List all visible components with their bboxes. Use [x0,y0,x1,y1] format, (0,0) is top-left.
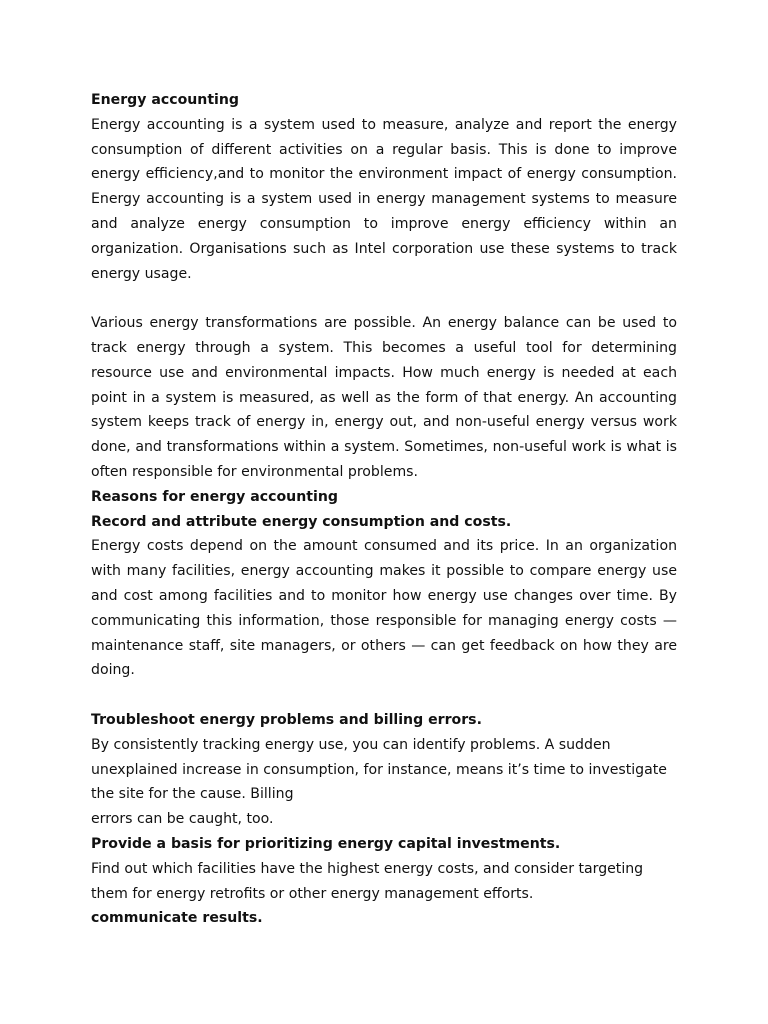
blank-line [91,683,677,708]
paragraph-troubleshoot-line1: By consistently tracking energy use, you can identify problems. A sudden unexplained increase in consumption, for instance, means it’s time to investigate the site for the cause. Billing [91,736,667,803]
heading-troubleshoot: Troubleshoot energy problems and billing errors. [91,711,482,728]
paragraph-prioritize-investments: Find out which facilities have the highest energy costs, and consider targeting them for energy retrofits or other energy management efforts. [91,860,644,902]
blank-line [91,286,677,311]
paragraph-troubleshoot-line2: errors can be caught, too. [91,811,274,828]
subheading-record-and-attribute: Record and attribute energy consumption and costs. [91,513,512,530]
heading-reasons-for-energy-accounting: Reasons for energy accounting [91,488,338,505]
paragraph-energy-costs: Energy costs depend on the amount consumed and its price. In an organization with many facilities, energy accounting makes it possible to compare energy use and cost among facilities and to monitor how energy use changes over time. By communicating this information, those responsible for managing energy costs — maintenance staff, site managers, or others — can get feedback on how they are doing. [91,538,677,679]
heading-energy-accounting: Energy accounting [91,92,240,108]
paragraph-energy-accounting-definition: Energy accounting is a system used to measure, analyze and report the energy consumption of different activities on a regular basis. This is done to improve energy efficiency,and to monitor the environment impact of energy consumption. Energy accounting is a system used in energy management systems to measure and analyze energy consumption to improve energy efficiency within an organization. Organisations such as Intel corporation use these systems to track energy usage. [91,116,677,282]
document-page [91,88,677,931]
heading-prioritize-investments: Provide a basis for prioritizing energy capital investments. [91,835,561,852]
paragraph-energy-transformations: Various energy transformations are possible. An energy balance can be used to track energy through a system. This becomes a useful tool for determining resource use and environmental impacts. How much energy is needed at each point in a system is measured, as well as the form of that energy. An accounting system keeps track of energy in, energy out, and non-useful energy versus work done, and transformations within a system. Sometimes, non-useful work is what is often responsible for environmental problems. [91,315,677,480]
heading-communicate-results: communicate results. [91,910,263,927]
